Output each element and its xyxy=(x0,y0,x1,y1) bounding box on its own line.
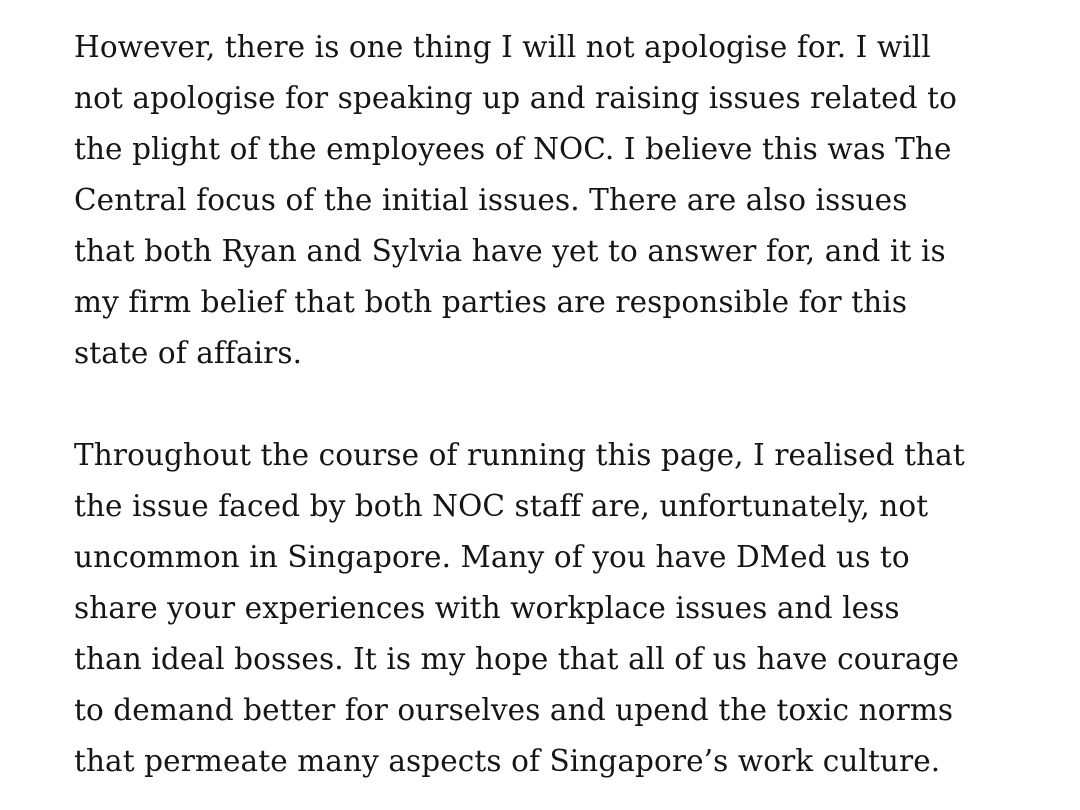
text-line: to demand better for ourselves and upend the toxic norms xyxy=(74,693,954,727)
text-line: uncommon in Singapore. Many of you have DMed us to xyxy=(74,540,910,574)
paragraph-workplace xyxy=(74,430,1040,787)
text-line: the plight of the employees of NOC. I believe this was The xyxy=(74,132,952,166)
text-line: that both Ryan and Sylvia have yet to answer for, and it is xyxy=(74,234,946,268)
text-line: than ideal bosses. It is my hope that all of us have courage xyxy=(74,642,960,676)
text-line: not apologise for speaking up and raising issues related to xyxy=(74,81,957,115)
text-line: my firm belief that both parties are responsible for this xyxy=(74,285,908,319)
text-line: Central focus of the initial issues. There are also issues xyxy=(74,183,908,217)
text-line: Throughout the course of running this page, I realised that xyxy=(74,438,965,472)
text-line: that permeate many aspects of Singapore’s work culture. xyxy=(74,744,941,778)
text-line: However, there is one thing I will not apologise for. I will xyxy=(74,30,931,64)
paragraph-spacer xyxy=(74,379,1040,430)
text-line: the issue faced by both NOC staff are, unfortunately, not xyxy=(74,489,929,523)
paragraph-apology xyxy=(74,22,1040,379)
text-line: state of affairs. xyxy=(74,336,303,370)
text-line: share your experiences with workplace issues and less xyxy=(74,591,900,625)
